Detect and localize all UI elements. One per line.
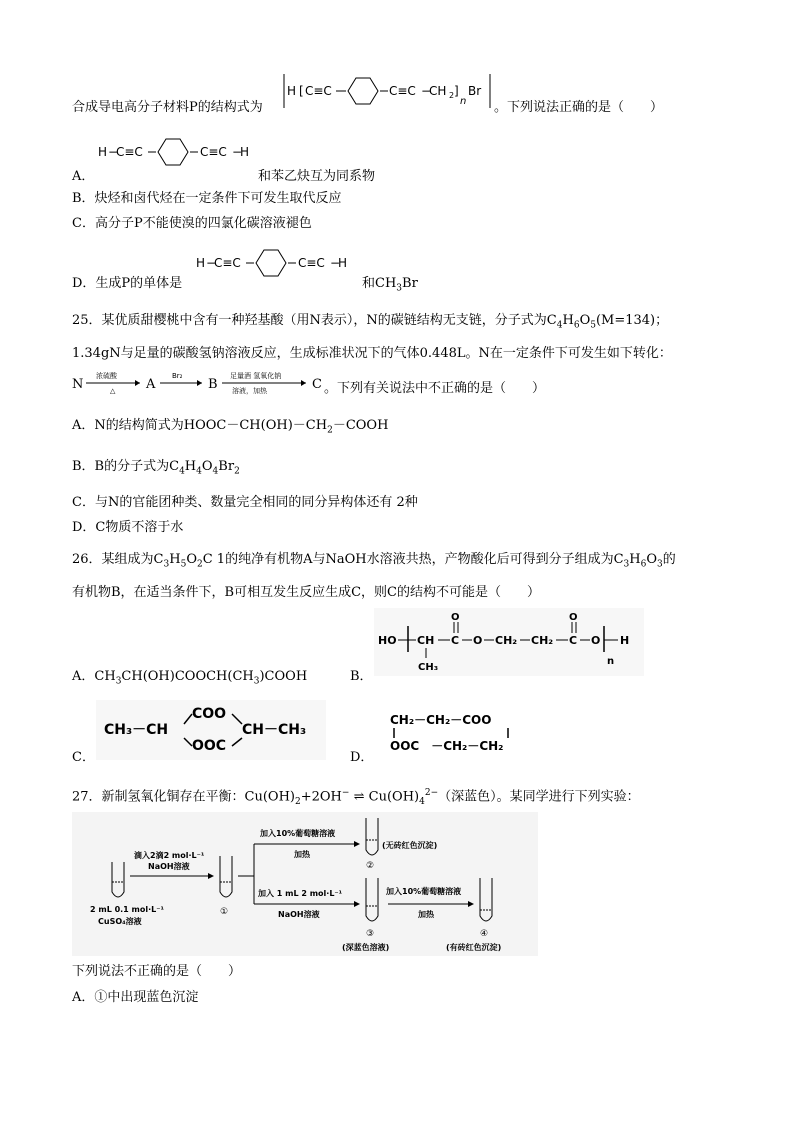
q24-option-a-text: 和苯乙炔互为同系物 <box>258 169 376 184</box>
svg-text:溶液，加热: 溶液，加热 <box>232 387 267 395</box>
start-label-1: 2 mL 0.1 mol·L⁻¹ <box>90 905 164 914</box>
q25-line-2: 1.34gN与足量的碳酸氢钠溶液反应，生成标准状况下的气体0.448L。N在一定条件下可发生如下转化： <box>72 346 672 361</box>
svg-text:C≡C: C≡C <box>298 256 325 270</box>
q26-option-b-structure <box>374 608 644 676</box>
tube-3-note: (深蓝色溶液) <box>342 943 390 952</box>
svg-text:HO: HO <box>378 634 397 647</box>
q24-option-a-label: A． <box>72 169 95 184</box>
scheme-a: A <box>146 377 156 392</box>
polymer-br: Br <box>468 84 482 98</box>
lower-label-4: 加热 <box>418 910 434 919</box>
svg-text:O: O <box>451 612 460 623</box>
svg-text:浓硫酸: 浓硫酸 <box>96 372 117 380</box>
svg-text:CH₂－CH₂－COO: CH₂－CH₂－COO <box>390 713 492 727</box>
scheme-arrow-3 <box>220 368 310 398</box>
q27-question: 下列说法不正确的是（ ） <box>72 964 242 979</box>
lower-label-1: 加入 1 mL 2 mol·L⁻¹ <box>258 889 343 898</box>
q26-line-1: 26．某组成为$C_3H_5O_2C$ 1的纯净有机物A与NaOH水溶液共热，产物酸化后可得到分子组成为$C_3H_6O_3$的 <box>72 552 676 570</box>
q27-line-1: 27．新制氢氧化铜存在平衡：$Cu(OH)_2+2OH^-$ ⇌ $Cu(OH)_4^{2-}$（深蓝色）。某同学进行下列实验： <box>72 788 640 807</box>
q26-option-b-label: B． <box>350 669 373 684</box>
polymer-ch2: CH <box>429 84 447 98</box>
tube-4-label: ④ <box>480 929 489 939</box>
benzene-ring-2 <box>158 139 188 165</box>
q26-option-c-structure <box>96 700 326 760</box>
start-label-2: CuSO₄溶液 <box>98 917 142 926</box>
svg-text:H: H <box>196 256 206 270</box>
scheme-c: C <box>312 377 322 392</box>
svg-text:OOC: OOC <box>192 738 227 754</box>
q24-option-c: C．高分子P不能使溴的四氯化碳溶液褪色 <box>72 216 312 231</box>
equilibrium-arrow: ⇌ <box>353 789 365 805</box>
polymer-n: n <box>460 96 467 107</box>
svg-text:CH₃－CH: CH₃－CH <box>104 722 169 738</box>
scheme-arrow-2 <box>158 368 206 398</box>
polymer-h: H <box>287 84 297 98</box>
q24-stem-pre: 合成导电高分子材料P的结构式为 <box>72 100 263 115</box>
svg-text:−: − <box>206 256 217 270</box>
svg-text:H: H <box>338 256 348 270</box>
polymer-bracket-right: ] <box>454 84 459 98</box>
svg-text:CH: CH <box>417 634 435 647</box>
q24-stem-post: 。下列说法正确的是（ ） <box>494 100 664 115</box>
svg-text:H: H <box>98 145 108 159</box>
svg-text:n: n <box>607 656 615 667</box>
polymer-bracket-left: [ <box>299 84 304 98</box>
upper-label-2: 加热 <box>294 850 310 859</box>
svg-text:C≡C: C≡C <box>214 256 241 270</box>
q27-option-a: A．①中出现蓝色沉淀 <box>72 990 199 1005</box>
q25-scheme <box>72 368 552 398</box>
q25-option-c: C．与N的官能团种类、数量完全相同的同分异构体还有 2种 <box>72 495 418 510</box>
scheme-n: N <box>72 377 84 392</box>
q26-line-2: 有机物B，在适当条件下，B可相互发生反应生成C，则C的结构不可能是（ ） <box>72 585 541 600</box>
drop-label-2: NaOH溶液 <box>148 862 190 871</box>
svg-text:CH₃: CH₃ <box>418 662 439 673</box>
svg-text:H: H <box>240 145 250 159</box>
svg-text:Br₂: Br₂ <box>172 372 183 380</box>
tube-2-note: (无砖红色沉淀) <box>382 841 438 850</box>
tube-3-label: ③ <box>366 929 375 939</box>
q25-line-1: 25．某优质甜樱桃中含有一种羟基酸（用N表示），N的碳链结构无支链，分子式为$C_4H_6O_5(M=134)$； <box>72 313 669 331</box>
q26-option-d-structure <box>384 704 534 758</box>
q26-option-d-label: D． <box>350 750 374 765</box>
svg-text:OOC －CH₂－CH₂: OOC －CH₂－CH₂ <box>390 739 504 753</box>
tube-4-note: (有砖红色沉淀) <box>446 943 502 952</box>
lower-label-2: NaOH溶液 <box>278 910 320 919</box>
polymer-triple-2: C≡C <box>389 84 416 98</box>
q25-option-a: A．N的结构简式为$HOOC-CH(OH)-CH_2-COOH$ <box>72 418 389 436</box>
tube-2-label: ② <box>366 861 375 871</box>
svg-text:CH－CH₃: CH－CH₃ <box>242 722 307 738</box>
q26-option-c-label: C． <box>72 750 95 765</box>
scheme-arrow-1 <box>84 368 144 398</box>
svg-text:C: C <box>451 634 460 647</box>
q26-option-a: A．$CH_3CH(OH)COOCH(CH_3)COOH$ <box>72 669 308 687</box>
drop-label-1: 滴入2滴2 mol·L⁻¹ <box>134 851 205 860</box>
svg-text:O: O <box>569 612 578 623</box>
q25-option-b: B．B的分子式为$C_4H_4O_4Br_2$ <box>72 459 240 477</box>
q24-option-d-structure <box>194 244 360 284</box>
polymer-triple-1: C≡C <box>305 84 332 98</box>
scheme-tail: 。下列有关说法中不正确的是（ ） <box>324 381 546 396</box>
benzene-ring-3 <box>256 250 286 276</box>
q24-option-a-structure <box>96 133 256 173</box>
q24-option-d-label: D．生成P的单体是 <box>72 276 183 291</box>
svg-text:O: O <box>591 634 601 647</box>
svg-text:C≡C: C≡C <box>200 145 227 159</box>
scheme-b: B <box>208 377 218 392</box>
svg-text:△: △ <box>110 387 116 395</box>
svg-text:C: C <box>569 634 578 647</box>
svg-text:−: − <box>232 145 243 159</box>
svg-text:2: 2 <box>449 91 455 100</box>
q27-experiment-diagram <box>72 812 538 956</box>
benzene-ring-1 <box>348 78 378 104</box>
q25-option-d: D．C物质不溶于水 <box>72 520 184 535</box>
svg-text:足量酒 氢氧化钠: 足量酒 氢氧化钠 <box>230 372 282 380</box>
q24-stem <box>72 96 263 115</box>
svg-text:−: − <box>421 84 432 98</box>
svg-text:CH₂: CH₂ <box>531 634 554 647</box>
svg-text:−: − <box>108 145 119 159</box>
polymer-p-structure <box>282 66 494 116</box>
q24-option-d-tail: 和$CH_3Br$ <box>362 276 418 294</box>
tube-1-label: ① <box>220 907 229 917</box>
svg-text:−: − <box>330 256 341 270</box>
svg-text:CH₂: CH₂ <box>495 634 518 647</box>
svg-text:COO: COO <box>192 706 227 722</box>
lower-label-3: 加入10%葡萄糖溶液 <box>386 887 462 896</box>
svg-text:H: H <box>620 634 630 647</box>
upper-label-1: 加入10%葡萄糖溶液 <box>260 829 336 838</box>
svg-text:O: O <box>473 634 483 647</box>
svg-text:C≡C: C≡C <box>116 145 143 159</box>
q24-option-b: B．炔烃和卤代烃在一定条件下可发生取代反应 <box>72 191 342 206</box>
